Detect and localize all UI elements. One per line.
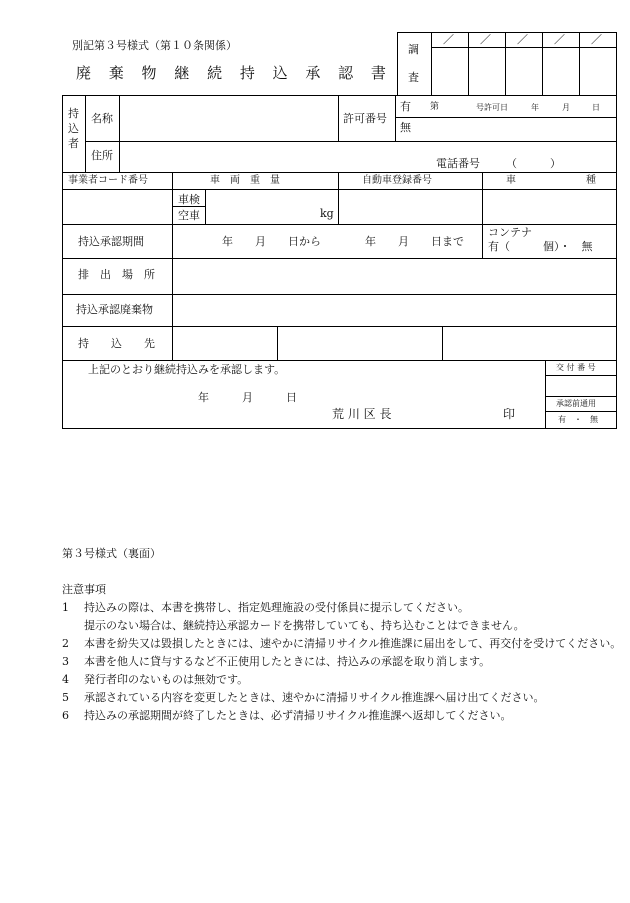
name-label: 名称 <box>91 112 113 125</box>
note-number: 5 <box>62 691 69 704</box>
phone-label: 電話番号 <box>436 157 480 170</box>
note-number: 1 <box>62 601 69 614</box>
registration-field[interactable] <box>340 191 480 222</box>
vehicle-weight-label: 車 両 重 量 <box>210 175 280 186</box>
note-text: 本書を他人に貸与するなど不正使用したときには、持込みの承認を取り消します。 <box>84 655 491 668</box>
destination-field-1[interactable] <box>174 328 275 358</box>
note-number: 4 <box>62 673 69 686</box>
check-mark: ／ <box>517 33 528 46</box>
note-text: 提示のない場合は、継続持込承認カードを携帯していても、持ち込むことはできません。 <box>84 619 525 632</box>
note-item <box>62 653 622 671</box>
car-type-field[interactable] <box>484 191 614 222</box>
period-label: 持込承認期間 <box>78 235 144 248</box>
note-number: 3 <box>62 655 69 668</box>
approved-waste-label: 持込承認廃棄物 <box>76 303 153 316</box>
mayor-label: 荒 川 区 長 <box>332 407 392 421</box>
destination-field-2[interactable] <box>279 328 440 358</box>
issue-number-field[interactable] <box>547 377 614 394</box>
name-field[interactable] <box>121 97 336 139</box>
prior-use-label: 承認前通用 <box>556 399 596 408</box>
form-label: 別記第３号様式（第１０条関係） <box>72 39 237 52</box>
business-code-field[interactable] <box>64 191 170 222</box>
check-mark: ／ <box>591 33 602 46</box>
year-label: 年 <box>531 103 539 112</box>
destination-field-3[interactable] <box>444 328 614 358</box>
reverse-heading: 第３号様式（裏面） <box>62 547 161 560</box>
note-item <box>62 671 622 689</box>
inspection-label: 調 <box>408 43 419 56</box>
permit-no-prefix: 第 <box>430 102 440 112</box>
issue-number-label: 交 付 番 号 <box>556 363 596 372</box>
permit-label: 許可番号 <box>343 112 387 125</box>
note-text: 発行者印のないものは無効です。 <box>84 673 249 686</box>
phone-parens: （ ） <box>506 157 561 170</box>
applicant-side-label: 持 <box>68 107 79 120</box>
reverse-notes <box>62 545 622 725</box>
emission-place-field[interactable] <box>174 260 614 292</box>
container-value: 有（ 個）・ 無 <box>488 240 593 253</box>
note-text: 持込みの際は、本書を携帯し、指定処理施設の受付係員に提示してください。 <box>84 601 469 614</box>
period-text: 年 月 日から 年 月 日まで <box>222 235 464 248</box>
seal-label: 印 <box>503 407 516 421</box>
approved-waste-field[interactable] <box>174 296 614 324</box>
note-item <box>62 599 622 635</box>
check-mark: ／ <box>480 33 491 46</box>
day-label: 日 <box>592 103 600 112</box>
page-title: 廃 棄 物 継 続 持 込 承 認 書 <box>76 64 393 82</box>
vehicle-weight-field[interactable] <box>207 191 315 222</box>
approval-statement: 上記のとおり継続持込みを承認します。 <box>88 363 286 376</box>
note-text: 持込みの承認期間が終了したときは、必ず清掃リサイクル推進課へ返却してください。 <box>84 709 512 722</box>
permit-none-label: 無 <box>400 121 411 134</box>
note-number: 2 <box>62 637 69 650</box>
applicant-side-label: 者 <box>68 137 79 150</box>
note-text: 本書を紛失又は毀損したときには、速やかに清掃リサイクル推進課に届出をして、再交付を受けてください。 <box>84 637 622 650</box>
note-item <box>62 707 622 725</box>
note-item <box>62 689 622 707</box>
empty-weight-label: 空車 <box>178 209 200 222</box>
destination-label: 持 込 先 <box>78 337 155 350</box>
business-code-label: 事業者コード番号 <box>68 175 148 186</box>
car-type-label: 車 種 <box>506 175 596 186</box>
notes-title: 注意事項 <box>62 583 106 596</box>
note-text: 承認されている内容を変更したときは、速やかに清掃リサイクル推進課へ届け出てください。 <box>84 691 545 704</box>
registration-label: 自動車登録番号 <box>362 175 432 186</box>
inspection-weight-label: 車検 <box>178 193 200 206</box>
month-label: 月 <box>562 103 570 112</box>
inspection-label-2: 査 <box>408 71 419 84</box>
note-item <box>62 635 622 653</box>
approval-date: 年 月 日 <box>198 391 297 404</box>
address-label: 住所 <box>91 149 113 162</box>
note-number: 6 <box>62 709 69 722</box>
emission-place-label: 排 出 場 所 <box>78 268 155 281</box>
container-label: コンテナ <box>488 226 532 239</box>
check-mark: ／ <box>443 33 454 46</box>
kg-unit: kg <box>320 207 334 220</box>
permit-yes-label: 有 <box>400 100 411 113</box>
permit-date-label: 号許可日 <box>476 103 508 112</box>
prior-use-value: 有 ・ 無 <box>558 415 598 424</box>
check-mark: ／ <box>554 33 565 46</box>
applicant-side-label: 込 <box>68 122 79 135</box>
